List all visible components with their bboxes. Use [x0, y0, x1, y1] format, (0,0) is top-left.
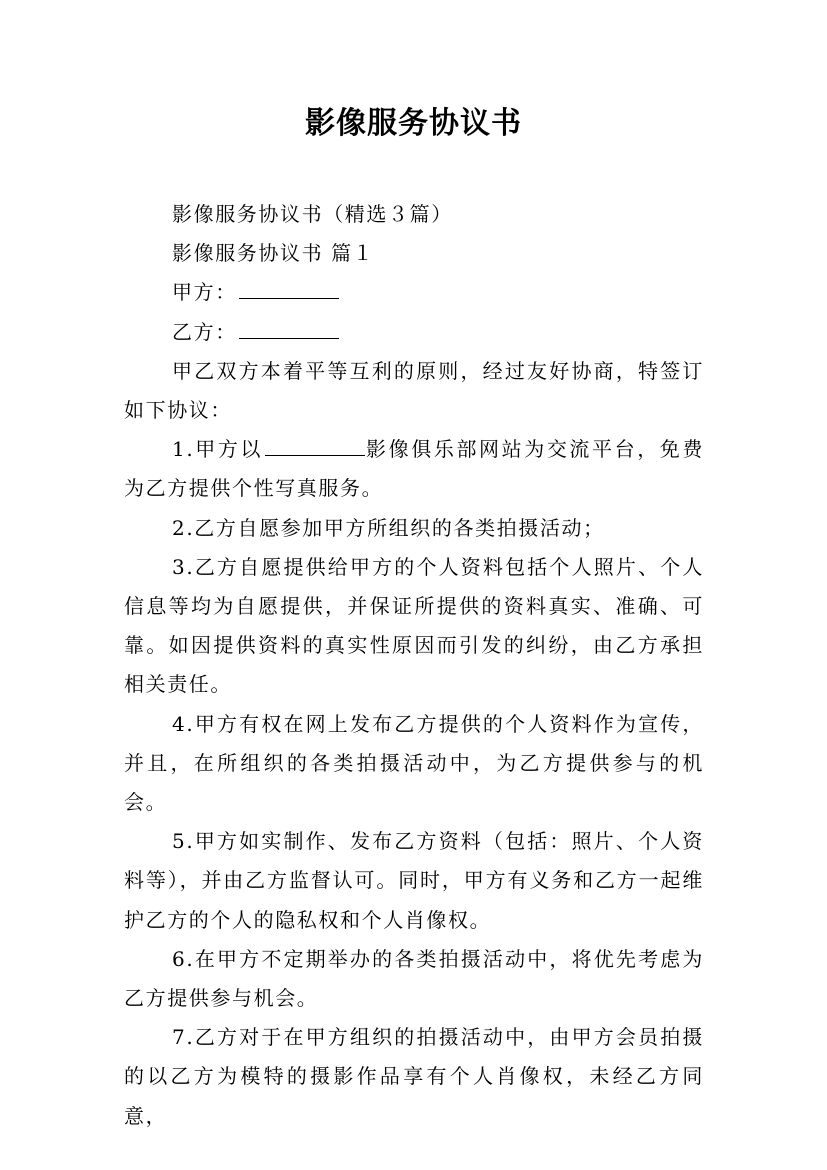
party-b-blank [239, 316, 339, 339]
party-a-label: 甲方： [172, 280, 237, 305]
party-b-label: 乙方： [172, 319, 237, 344]
clause-1-before: 1.甲方以 [172, 437, 264, 462]
clause-3: 3.乙方自愿提供给甲方的个人资料包括个人照片、个人信息等均为自愿提供，并保证所提供的资料真实、准确、可靠。如因提供资料的真实性原因而引发的纠纷，由乙方承担相关责任。 [124, 554, 704, 697]
clause-1-blank [265, 433, 365, 456]
intro-paragraph: 甲乙双方本着平等互利的原则，经过友好协商，特签订如下协议： [124, 358, 704, 423]
clause-6: 6.在甲方不定期举办的各类拍摄活动中，将优先考虑为乙方提供参与机会。 [124, 946, 704, 1011]
section-heading: 影像服务协议书 篇１ [172, 241, 375, 266]
party-b-line [124, 313, 704, 352]
subtitle: 影像服务协议书（精选３篇） [172, 202, 453, 226]
document-title: 影像服务协议书 [305, 106, 522, 141]
party-a-blank [239, 276, 339, 299]
clause-4: 4.甲方有权在网上发布乙方提供的个人资料作为宣传，并且，在所组织的各类拍摄活动中，为乙方提供参与的机会。 [124, 711, 704, 815]
clause-1 [124, 430, 704, 508]
clause-2: 2.乙方自愿参加甲方所组织的各类拍摄活动； [172, 515, 605, 540]
clause-5: 5.甲方如实制作、发布乙方资料（包括：照片、个人资料等），并由乙方监督认可。同时，甲方有义务和乙方一起维护乙方的个人的隐私权和个人肖像权。 [124, 829, 704, 932]
clause-1-after: 影像俱乐部网站为交流平台，免费为乙方提供个性写真服务。 [124, 437, 704, 501]
document-body [124, 195, 704, 1136]
clause-7: 7.乙方对于在甲方组织的拍摄活动中，由甲方会员拍摄的以乙方为模特的摄影作品享有个人肖像权，未经乙方同意， [124, 1025, 704, 1128]
party-a-line [124, 273, 704, 312]
